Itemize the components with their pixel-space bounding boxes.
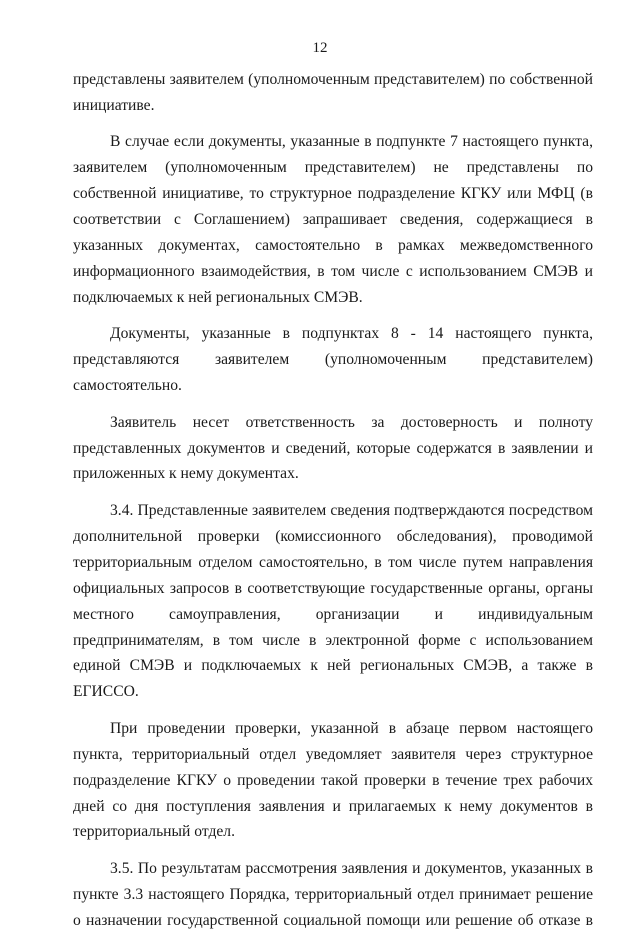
paragraph-verification: При проведении проверки, указанной в абзаце первом настоящего пункта, территориальный отдел уведомляет заявителя через структурное подразделение КГКУ о проведении такой проверки в течение трех рабочих дней со дня поступления заявления и прилагаемых к нему документов в территориальный отдел. <box>73 719 593 841</box>
paragraph-continuation: представлены заявителем (уполномоченным представителем) по собственной инициативе. <box>73 71 593 114</box>
page-number: 12 <box>312 40 328 56</box>
paragraph-documents-request: В случае если документы, указанные в подпункте 7 настоящего пункта, заявителем (уполномоченным представителем) не представлены по собственной инициативе, то структурное подразделение КГКУ или МФЦ (в соответствии с Соглашением) запрашивает сведения, содержащиеся в указанных документах, самостоятельно в рамках межведомственного информационного взаимодействия, в том числе с использованием СМЭВ и подключаемых к ней региональных СМЭВ. <box>73 133 593 306</box>
paragraph-3-5: 3.5. По результатам рассмотрения заявления и документов, указанных в пункте 3.3 настоящего Порядка, территориальный отдел принимает решение о назначении государственной социальной помощи или решение об отказе в <box>73 859 593 929</box>
document-body <box>73 67 593 944</box>
paragraph-responsibility: Заявитель несет ответственность за достоверность и полноту представленных документов и сведений, которые содержатся в заявлении и приложенных к нему документах. <box>73 413 593 483</box>
paragraph-3-4: 3.4. Представленные заявителем сведения подтверждаются посредством дополнительной проверки (комиссионного обследования), проводимой территориальным отделом самостоятельно, в том числе путем направления официальных запросов в соответствующие государственные органы, органы местного самоуправления, организации и индивидуальным предпринимателям, в том числе в электронной форме с использованием единой СМЭВ и подключаемых к ней региональных СМЭВ, а также в ЕГИССО. <box>73 501 593 701</box>
paragraph-documents-self: Документы, указанные в подпунктах 8 - 14 настоящего пункта, представляются заявителем (уполномоченным представителем) самостоятельно. <box>73 325 593 395</box>
